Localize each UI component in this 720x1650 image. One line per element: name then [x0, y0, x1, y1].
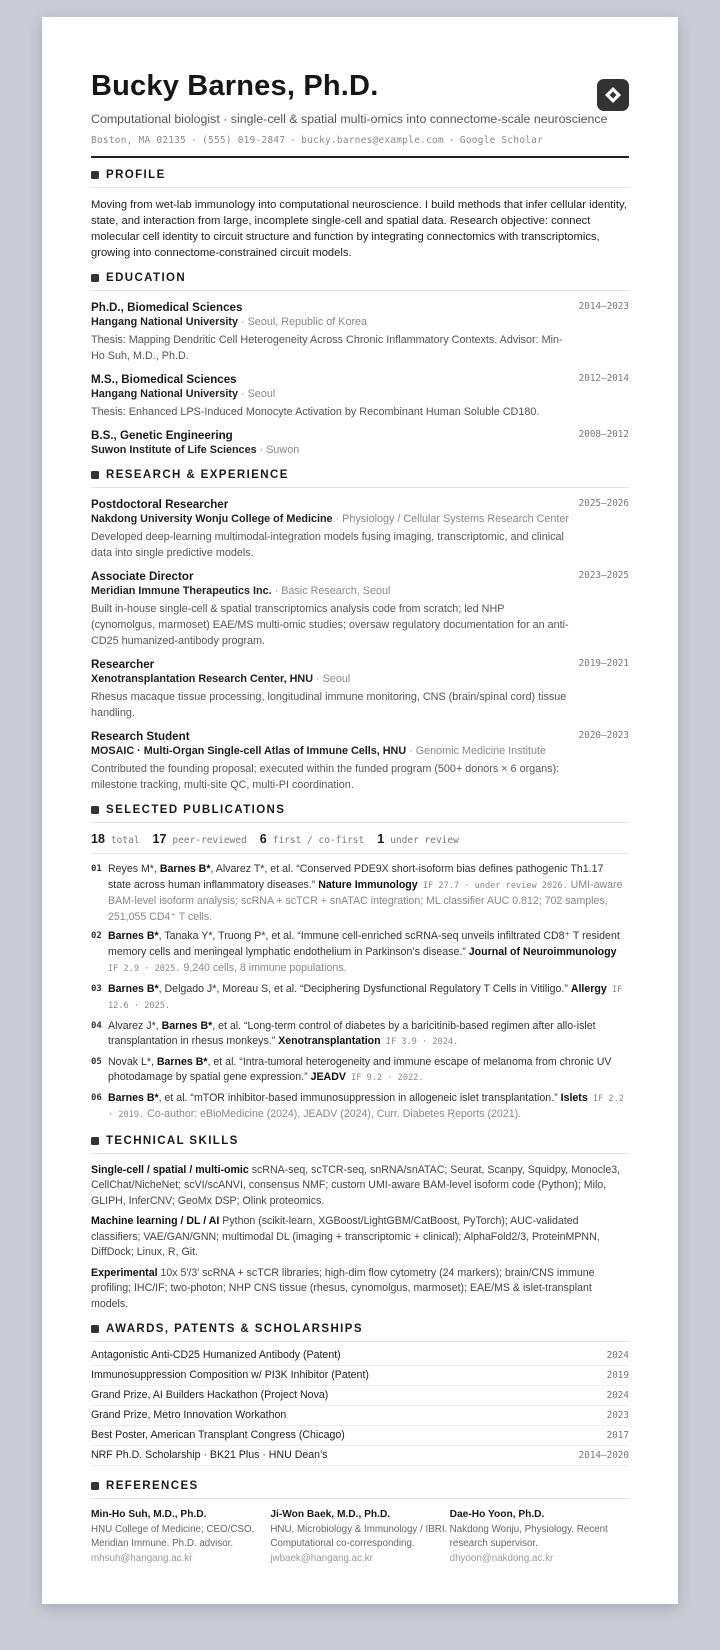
- contact-email-link[interactable]: bucky.barnes@example.com: [301, 135, 444, 146]
- school-name: Hangang National University: [91, 388, 238, 400]
- award-name: NRF Ph.D. Scholarship · BK21 Plus · HNU Dean’s: [91, 1449, 328, 1461]
- publication-item: [91, 982, 629, 1015]
- journal-name: Xenotransplantation: [278, 1035, 381, 1047]
- experience-entry: [91, 569, 629, 649]
- publication-text: [108, 1055, 629, 1087]
- publication-item: [91, 1055, 629, 1087]
- publication-index: 03: [91, 983, 102, 994]
- square-bullet-icon: [91, 274, 99, 282]
- section-heading: REFERENCES: [91, 1480, 629, 1499]
- self-author: Barnes B*: [156, 1055, 208, 1068]
- thesis-text: Thesis: Enhanced LPS-Induced Monocyte Activation by Recombinant Human Soluble CD180.: [91, 406, 540, 418]
- award-row: [91, 1406, 629, 1426]
- award-year: 2024: [606, 1349, 629, 1361]
- publication-index: 04: [91, 1020, 102, 1031]
- self-author: Barnes B*: [159, 863, 211, 875]
- experience-section: [91, 469, 629, 793]
- experience-entry: [91, 729, 629, 793]
- role-title: Associate Director: [91, 570, 194, 583]
- publication-stat: [260, 832, 364, 846]
- resume-header: [91, 69, 629, 158]
- organization-name: Meridian Immune Therapeutics Inc.: [91, 585, 272, 597]
- publication-stats: [91, 832, 629, 854]
- impact-and-year: IF 9.2 · 2022.: [345, 1073, 424, 1083]
- role-description: Developed deep-learning multimodal-integration models fusing imaging, transcriptomic, and clinical data into single predictive models.: [91, 531, 564, 559]
- date-range: 2023–2025: [578, 570, 629, 581]
- education-entry: [91, 300, 629, 364]
- journal-name: JEADV: [310, 1071, 346, 1083]
- publication-text: [108, 1019, 629, 1051]
- skill-list: Python (scikit-learn, XGBoost/LightGBM/CatBoost, PyTorch); AUC-validated classifiers; VAE/GAN/GNN; multimodal DL (imaging + transcriptomic + clinical); AlphaFold2/3, ProteinMPNN, DiffDock; Linux, R, Git.: [91, 1215, 600, 1258]
- reference-card: [450, 1508, 629, 1566]
- square-bullet-icon: [91, 806, 99, 814]
- title-and-authors: , Alvarez T*, et al. “Conserved PDE9X short-isoform bias defines pathogenic Th1.17 state across human inflammatory diseases.”: [108, 863, 604, 891]
- skill-category: Experimental: [91, 1266, 158, 1279]
- experience-entry: [91, 657, 629, 721]
- stat-count: 1: [377, 832, 385, 846]
- profile-section: [91, 169, 629, 261]
- stat-label: total: [110, 835, 140, 846]
- school-location: Seoul, Republic of Korea: [247, 316, 368, 328]
- impact-and-year: IF 3.9 · 2024.: [380, 1037, 459, 1047]
- title-and-authors: , et al. “mTOR inhibitor-based immunosuppression in allogeneic islet transplantation.”: [158, 1091, 561, 1104]
- journal-name: Allergy: [570, 982, 607, 995]
- square-bullet-icon: [91, 171, 99, 179]
- school-name: Hangang National University: [91, 316, 238, 328]
- contact-line: Boston, MA 02135 · (555) 019-2847 · bucky.barnes@example.com · Google Scholar: [91, 135, 544, 146]
- reference-affiliation: HNU College of Medicine; CEO/CSO, Meridian Immune. Ph.D. advisor.: [91, 1523, 255, 1549]
- award-row: [91, 1446, 629, 1466]
- square-bullet-icon: [91, 1325, 99, 1333]
- publication-text: [108, 982, 629, 1015]
- section-heading: SELECTED PUBLICATIONS: [91, 804, 629, 823]
- publication-stat: [377, 832, 459, 846]
- impact-and-year: IF 2.2 · 2019.: [108, 1093, 624, 1120]
- role-title: Postdoctoral Researcher: [91, 498, 229, 511]
- organization-line: [91, 672, 629, 687]
- skill-group: [91, 1214, 629, 1261]
- skill-category: Single-cell / spatial / multi-omic: [91, 1163, 249, 1176]
- date-range: 2019–2021: [578, 658, 629, 669]
- date-range: 2025–2026: [578, 498, 629, 509]
- education-section: [91, 272, 629, 458]
- skills-section: [91, 1135, 629, 1313]
- publication-text: [108, 929, 629, 978]
- stat-label: peer-reviewed: [172, 835, 247, 846]
- section-heading: RESEARCH & EXPERIENCE: [91, 469, 629, 488]
- award-row: [91, 1366, 629, 1386]
- reference-name: Dae-Ho Yoon, Ph.D.: [449, 1509, 545, 1520]
- publication-item: [91, 929, 629, 978]
- separator: ·: [313, 673, 323, 685]
- google-scholar-link[interactable]: Google Scholar: [459, 135, 544, 146]
- contact-phone: (555) 019-2847: [202, 135, 286, 146]
- reference-affiliation: Nakdong Wonju, Physiology. Recent research supervisor.: [449, 1523, 608, 1549]
- publication-notes: Co-author: eBioMedicine (2024), JEADV (2024), Curr. Diabetes Reports (2021).: [144, 1108, 522, 1120]
- title-and-authors: , et al. “Long-term control of diabetes by a baricitinib-based regimen after allo-islet transplantation in rhesus monkeys.”: [108, 1019, 596, 1047]
- date-range: 2020–2023: [578, 730, 629, 741]
- school-line: [91, 315, 629, 330]
- candidate-name: Bucky Barnes, Ph.D.: [91, 70, 379, 102]
- education-entry: [91, 372, 629, 420]
- award-row: [91, 1346, 629, 1366]
- publication-text: [108, 862, 629, 925]
- separator: ·: [332, 513, 343, 525]
- section-heading: EDUCATION: [91, 272, 629, 291]
- organization-name: Xenotransplantation Research Center, HNU: [91, 673, 313, 685]
- department: Seoul: [322, 673, 351, 685]
- impact-and-year: IF 2.9 · 2025.: [108, 964, 181, 974]
- department: Genomic Medicine Institute: [415, 745, 546, 757]
- reference-email[interactable]: dhyoon@nakdong.ac.kr: [449, 1552, 554, 1564]
- award-row: [91, 1386, 629, 1406]
- self-author: Barnes B*: [108, 1091, 159, 1104]
- role-title: Research Student: [91, 730, 190, 743]
- skill-list: 10x 5′/3′ scRNA + scTCR libraries; high-dim flow cytometry (24 markers); brain/CNS immune profiling; IHC/IF; two-photon; NHP CNS tissue (rhesus, cynomolgus, marmoset); EAE/MS & islet-transplant models.: [91, 1266, 595, 1310]
- school-location: Suwon: [266, 444, 300, 456]
- publication-item: [91, 862, 629, 925]
- organization-line: [91, 512, 629, 527]
- degree-title: Ph.D., Biomedical Sciences: [91, 301, 243, 314]
- education-entry: [91, 428, 629, 458]
- resume-page: [42, 17, 678, 1604]
- school-name: Suwon Institute of Life Sciences: [91, 444, 257, 456]
- separator: ·: [271, 585, 282, 597]
- stat-count: 17: [152, 832, 167, 846]
- reference-card: [91, 1508, 270, 1566]
- separator: ·: [406, 745, 416, 757]
- impact-and-year: IF 12.6 · 2025.: [108, 984, 623, 1011]
- diamond-logo-icon: [597, 79, 629, 111]
- role-description: Rhesus macaque tissue processing, longitudinal immune monitoring, CNS (brain/spinal cord) tissue handling.: [91, 691, 567, 719]
- award-name: Best Poster, American Transplant Congress (Chicago): [91, 1429, 345, 1441]
- publication-stat: [153, 832, 247, 846]
- publication-stat: [91, 832, 140, 846]
- publication-text: [108, 1091, 629, 1124]
- authors-before: Novak L*,: [108, 1055, 157, 1068]
- title-and-authors: , Tanaka Y*, Truong P*, et al. “Immune cell-enriched scRNA-seq unveils infiltrated CD8⁺ T resident memory cells and meningeal lymphatic endothelium in Parkinson’s disease.”: [108, 930, 620, 958]
- publication-item: [91, 1091, 629, 1124]
- publication-index: 02: [91, 931, 102, 941]
- publication-index: 05: [91, 1056, 102, 1067]
- role-title: Researcher: [91, 658, 155, 671]
- stat-label: under review: [390, 835, 459, 846]
- section-heading: PROFILE: [91, 169, 629, 188]
- stat-label: first / co-first: [272, 835, 365, 846]
- degree-title: B.S., Genetic Engineering: [91, 429, 233, 442]
- reference-name: Min-Ho Suh, M.D., Ph.D.: [91, 1509, 207, 1520]
- profile-text: Moving from wet-lab immunology into computational neuroscience. I build methods that infer cellular identity, state, and interaction from large, incomplete single-cell and spatial data. Research objective: connect molecular cell identity to circuit structure and function by integrating connectomics with transcriptomics, growing into connectome-constrained circuit models.: [91, 199, 627, 259]
- organization-name: Nakdong University Wonju College of Medicine: [91, 513, 333, 525]
- reference-name: Ji-Won Baek, M.D., Ph.D.: [270, 1509, 391, 1520]
- tagline: Computational biologist · single-cell & spatial multi-omics into connectome-scale neuroscience: [91, 112, 608, 126]
- school-line: [91, 387, 629, 402]
- date-range: 2012–2014: [578, 373, 629, 384]
- role-description: Contributed the founding proposal; executed within the funded program (500+ donors × 6 organs): milestone tracking, multi-site QC, multi-PI coordination.: [91, 763, 560, 791]
- skill-group: [91, 1163, 629, 1210]
- square-bullet-icon: [91, 1137, 99, 1145]
- journal-name: Nature Immunology: [318, 878, 418, 891]
- degree-title: M.S., Biomedical Sciences: [91, 373, 237, 386]
- reference-affiliation: HNU, Microbiology & Immunology / IBRI. Computational co-corresponding.: [270, 1523, 448, 1549]
- award-year: 2019: [606, 1369, 629, 1381]
- skill-list: scRNA-seq, scTCR-seq, snRNA/snATAC; Seurat, Scanpy, Squidpy, Monocle3, CellChat/NicheNet; scVI/scANVI, consensus NMF; custom UMI-aware BAM-level isoform code (Python); Milo, GLIPH, InferCNV; GeoMx DSP; Olink proteomics.: [91, 1163, 621, 1207]
- publication-index: 01: [91, 864, 102, 874]
- organization-line: [91, 584, 629, 599]
- department: Physiology / Cellular Systems Research Center: [342, 513, 569, 525]
- reference-email[interactable]: jwbaek@hangang.ac.kr: [270, 1552, 373, 1564]
- role-description: Built in-house single-cell & spatial transcriptomics analysis code from scratch; led NHP (cynomolgus, marmoset) EAE/MS multi-omic studies; oversaw regulatory documentation for an anti-CD25 humanized-antibody program.: [91, 603, 569, 647]
- award-row: [91, 1426, 629, 1446]
- journal-name: Islets: [560, 1091, 588, 1104]
- authors-before: Reyes M*,: [108, 863, 160, 875]
- references-section: [91, 1480, 629, 1566]
- separator: ·: [238, 388, 248, 400]
- organization-line: [91, 744, 629, 759]
- award-name: Grand Prize, AI Builders Hackathon (Project Nova): [91, 1389, 329, 1401]
- title-and-authors: , Delgado J*, Moreau S, et al. “Deciphering Dysfunctional Regulatory T Cells in Vitiligo.”: [158, 982, 571, 995]
- stat-count: 6: [259, 832, 267, 846]
- skill-group: [91, 1266, 629, 1313]
- award-year: 2023: [606, 1409, 629, 1421]
- reference-card: [270, 1508, 449, 1566]
- title-and-authors: , et al. “Intra-tumoral heterogeneity and immune escape of melanoma from chronic UV photodamage by spatial gene expression.”: [108, 1055, 612, 1083]
- separator: ·: [256, 444, 267, 456]
- department: Basic Research, Seoul: [281, 585, 391, 597]
- award-year: 2017: [606, 1429, 629, 1441]
- publications-section: [91, 804, 629, 1124]
- journal-name: Journal of Neuroimmunology: [468, 945, 617, 958]
- self-author: Barnes B*: [108, 930, 159, 942]
- thesis-text: Thesis: Mapping Dendritic Cell Heterogeneity Across Chronic Inflammatory Contexts. Advisor: Min-Ho Suh, M.D., Ph.D.: [91, 334, 563, 362]
- authors-before: Alvarez J*,: [108, 1019, 162, 1032]
- organization-name: MOSAIC · Multi-Organ Single-cell Atlas of Immune Cells, HNU: [91, 745, 407, 757]
- award-year: 2024: [606, 1389, 629, 1401]
- school-location: Seoul: [247, 388, 276, 400]
- square-bullet-icon: [91, 1482, 99, 1490]
- contact-address: Boston, MA 02135: [91, 135, 187, 146]
- separator: ·: [238, 316, 248, 328]
- date-range: 2014–2023: [578, 301, 629, 312]
- publication-index: 06: [91, 1092, 102, 1103]
- square-bullet-icon: [91, 471, 99, 479]
- section-heading: TECHNICAL SKILLS: [91, 1135, 629, 1154]
- publication-item: [91, 1019, 629, 1051]
- stat-count: 18: [91, 832, 105, 846]
- school-line: [91, 443, 629, 458]
- award-name: Immunosuppression Composition w/ PI3K Inhibitor (Patent): [91, 1369, 369, 1381]
- awards-section: [91, 1323, 629, 1466]
- award-name: Grand Prize, Metro Innovation Workathon: [91, 1409, 287, 1421]
- self-author: Barnes B*: [108, 982, 159, 995]
- reference-email[interactable]: mhsuh@hangang.ac.kr: [91, 1552, 193, 1564]
- section-heading: AWARDS, PATENTS & SCHOLARSHIPS: [91, 1323, 629, 1342]
- publication-notes: 9,240 cells, 8 immune populations.: [180, 962, 347, 974]
- award-name: Antagonistic Anti-CD25 Humanized Antibody (Patent): [91, 1349, 341, 1361]
- impact-and-year: IF 27.7 · under review 2026.: [417, 880, 568, 891]
- publication-notes: UMI-aware BAM-level isoform analysis; scRNA + scTCR + snATAC integration; ML classifier AUC 0.812; 702 samples, 251,055 CD4⁺ T cells.: [108, 878, 623, 923]
- award-year: 2014–2020: [578, 1449, 629, 1461]
- skill-category: Machine learning / DL / AI: [91, 1215, 220, 1227]
- date-range: 2008–2012: [578, 429, 629, 440]
- self-author: Barnes B*: [161, 1019, 213, 1032]
- experience-entry: [91, 497, 629, 561]
